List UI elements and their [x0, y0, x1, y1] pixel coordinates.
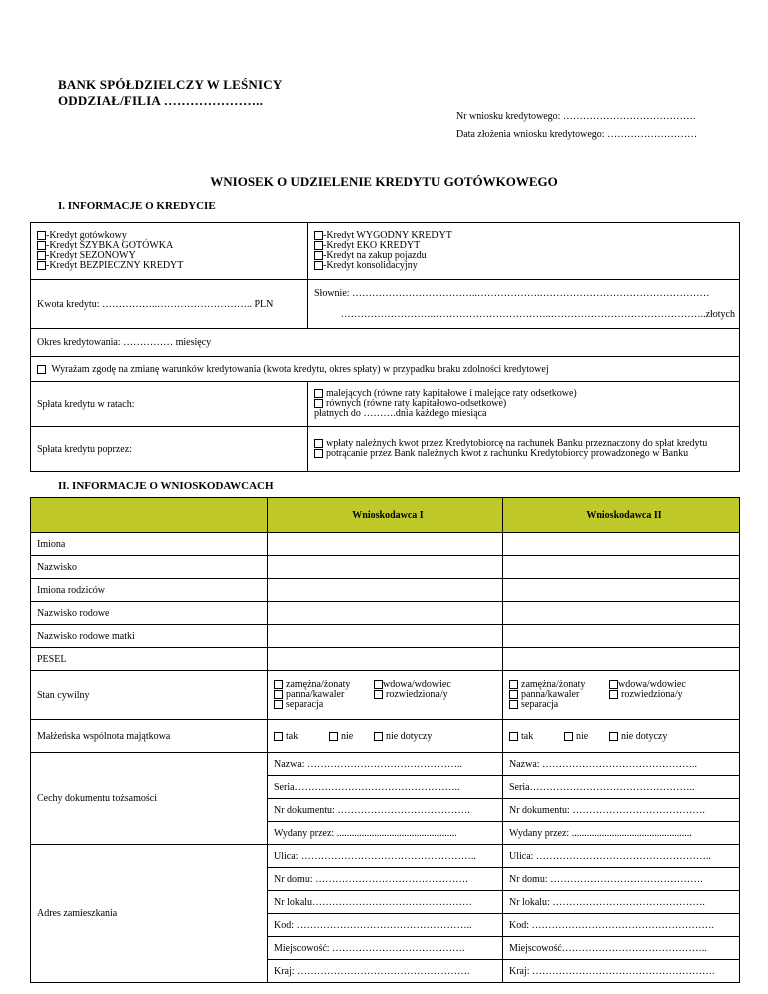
marital-label: rozwiedziona/y — [386, 689, 448, 700]
marital-option[interactable] — [374, 690, 451, 700]
repay-debit-label: potrącanie przez Bank należnych kwot z rachunku Kredytobiorcy prowadzonego w Banku — [326, 448, 689, 459]
row-label: Małżeńska wspólnota majątkowa — [31, 720, 268, 753]
marital-checkbox[interactable] — [509, 690, 518, 699]
joint-option[interactable] — [609, 731, 689, 742]
joint-label: tak — [286, 730, 299, 742]
credit-type-label: -Kredyt na zakup pojazdu — [323, 250, 427, 261]
credit-type-label: -Kredyt WYGODNY KREDYT — [323, 230, 452, 241]
field-line[interactable]: Ulica: …………………………………………….. — [268, 845, 502, 868]
period-field[interactable] — [31, 329, 740, 357]
joint-label: nie dotyczy — [386, 730, 433, 742]
marital-label: separacja — [286, 699, 324, 710]
marital-label: panna/kawaler — [521, 689, 580, 700]
field-line[interactable]: Nazwa: ……………………………………….. — [268, 753, 502, 776]
field-line[interactable]: Nr lokalu………………………………………… — [268, 891, 502, 914]
installments-equal-label: równych (równe raty kapitałowo-odsetkowe) — [326, 398, 507, 409]
joint-label: tak — [521, 730, 534, 742]
row-label: Stan cywilny — [31, 671, 268, 720]
marital-checkbox[interactable] — [509, 680, 518, 689]
consent-text: Wyrażam zgodę na zmianę warunków kredytowania (kwota kredytu, okres spłaty) w przypadku braku zdolności kredytowej — [51, 363, 549, 375]
installments-due[interactable]: płatnych do ……….dnia każdego miesiąca — [314, 408, 487, 419]
form-title: WNIOSEK O UDZIELENIE KREDYTU GOTÓWKOWEGO — [210, 174, 558, 189]
applicant-2-field[interactable] — [503, 533, 740, 556]
field-line[interactable]: Nazwa: ……………………………………….. — [503, 753, 739, 776]
joint-option[interactable] — [274, 731, 329, 742]
credit-type-checkbox[interactable] — [37, 251, 46, 260]
application-date[interactable]: Data złożenia wniosku kredytowego: ……………………… — [456, 129, 698, 140]
applicant-1-joint — [268, 720, 503, 753]
marital-checkbox[interactable] — [374, 680, 383, 689]
field-line[interactable]: Nr dokumentu: …………………………………. — [503, 799, 739, 822]
row-label: Imiona rodziców — [31, 579, 268, 602]
credit-type-label: -Kredyt BEZPIECZNY KREDYT — [46, 260, 184, 271]
joint-checkbox[interactable] — [509, 732, 518, 741]
marital-checkbox[interactable] — [274, 700, 283, 709]
words-field[interactable]: Słownie: ………………………………..……………….…………………………………………… — [314, 288, 710, 299]
applicant-2-id — [503, 753, 740, 845]
applicant-2-joint — [503, 720, 740, 753]
installments-label: Spłata kredytu w ratach: — [37, 398, 135, 410]
joint-label: nie dotyczy — [621, 730, 668, 742]
row-label: Cechy dokumentu tożsamości — [31, 753, 268, 845]
applicant-1-id — [268, 753, 503, 845]
field-line[interactable]: Wydany przez: ................................................ — [274, 827, 457, 839]
marital-label: panna/kawaler — [286, 689, 345, 700]
credit-type-label: -Kredyt SZYBKA GOTÓWKA — [46, 240, 174, 251]
row-label: Imiona — [31, 533, 268, 556]
period-label: Okres kredytowania: …………… miesięcy — [37, 337, 212, 348]
marital-label: rozwiedziona/y — [621, 689, 683, 700]
marital-option[interactable] — [509, 700, 609, 710]
bank-name: BANK SPÓŁDZIELCZY W LEŚNICY — [58, 77, 283, 92]
field-line[interactable]: Nr lokalu: ………………………………………. — [503, 891, 739, 914]
marital-label: wdowa/wdowiec — [383, 679, 451, 690]
applicant-2-field[interactable] — [503, 648, 740, 671]
marital-checkbox[interactable] — [509, 700, 518, 709]
applicant-1-address — [268, 845, 503, 983]
field-line[interactable]: Kraj: ……………………………………………. — [274, 965, 470, 977]
applicant-1-marital — [268, 671, 503, 720]
repay-transfer-label: wpłaty należnych kwot przez Kredytobiorcę na rachunek Banku przeznaczony do spłat kredytu — [326, 438, 708, 449]
field-line[interactable]: Nr domu: ………………………………………. — [268, 868, 502, 891]
applicant-1-field[interactable] — [268, 648, 503, 671]
row-label: Nazwisko rodowe — [31, 602, 268, 625]
application-number[interactable]: Nr wniosku kredytowego: …………………………………. — [456, 111, 696, 122]
field-line[interactable]: Seria………………………………………….. — [268, 776, 502, 799]
credit-type-label: -Kredyt konsolidacyjny — [323, 260, 418, 271]
installments-decreasing-checkbox[interactable] — [314, 389, 323, 398]
joint-checkbox[interactable] — [374, 732, 383, 741]
credit-info-box — [30, 222, 740, 472]
field-line[interactable]: Nr dokumentu: …………………………………. — [268, 799, 502, 822]
marital-option[interactable] — [274, 700, 374, 710]
field-line[interactable]: Kod: ………………………………………………. — [503, 914, 739, 937]
joint-option[interactable] — [509, 731, 564, 742]
applicant-2-field[interactable] — [503, 579, 740, 602]
credit-type-label: -Kredyt gotówkowy — [46, 230, 127, 241]
field-line[interactable]: Kraj: ………………………………………………. — [509, 965, 715, 977]
field-line[interactable]: Seria………………………………………….. — [503, 776, 739, 799]
marital-checkbox[interactable] — [609, 680, 618, 689]
row-label: Adres zamieszkania — [31, 845, 268, 983]
joint-label: nie — [576, 730, 589, 742]
joint-checkbox[interactable] — [564, 732, 573, 741]
credit-type-checkbox[interactable] — [37, 231, 46, 240]
applicant-1-field[interactable] — [268, 533, 503, 556]
joint-option[interactable] — [329, 731, 374, 742]
words-field-line2[interactable]: ………………………..……………………………..………………………………………..złotych — [340, 309, 735, 320]
field-line[interactable]: Miejscowość: …………………………………. — [268, 937, 502, 960]
row-label: Nazwisko rodowe matki — [31, 625, 268, 648]
credit-type-checkbox[interactable] — [37, 261, 46, 270]
field-line[interactable]: Ulica: …………………………………………….. — [503, 845, 739, 868]
marital-label: wdowa/wdowiec — [618, 679, 686, 690]
credit-type-checkbox[interactable] — [314, 231, 323, 240]
joint-checkbox[interactable] — [609, 732, 618, 741]
applicant-2-field[interactable] — [503, 625, 740, 648]
joint-option[interactable] — [564, 731, 609, 742]
amount-label: Kwota kredytu: ……………..……………………….. PLN — [37, 298, 274, 310]
marital-checkbox[interactable] — [274, 690, 283, 699]
credit-type-checkbox[interactable] — [314, 261, 323, 270]
credit-type-option[interactable] — [37, 261, 307, 271]
branch-line: ODDZIAŁ/FILIA ………………….. — [58, 93, 264, 108]
credit-type-checkbox[interactable] — [314, 251, 323, 260]
applicant-1-header: Wnioskodawca I — [268, 498, 503, 533]
section-2-heading: II. INFORMACJE O WNIOSKODAWCACH — [58, 480, 274, 492]
installments-equal-checkbox[interactable] — [314, 399, 323, 408]
applicant-1-field[interactable] — [268, 579, 503, 602]
marital-option[interactable] — [609, 690, 686, 700]
field-line[interactable]: Wydany przez: ................................................ — [509, 827, 692, 839]
applicant-1-field[interactable] — [268, 556, 503, 579]
credit-type-option[interactable] — [314, 261, 739, 271]
applicant-2-header: Wnioskodawca II — [503, 498, 740, 533]
section-1-heading: I. INFORMACJE O KREDYCIE — [58, 200, 216, 212]
repay-transfer-checkbox[interactable] — [314, 439, 323, 448]
joint-checkbox[interactable] — [329, 732, 338, 741]
joint-checkbox[interactable] — [274, 732, 283, 741]
marital-checkbox[interactable] — [374, 690, 383, 699]
field-line[interactable]: Kod: …………………………………………….. — [268, 914, 502, 937]
applicant-2-marital — [503, 671, 740, 720]
joint-label: nie — [341, 730, 354, 742]
field-line[interactable]: Nr domu: ………………………………………. — [503, 868, 739, 891]
credit-type-label: -Kredyt SEZONOWY — [46, 250, 136, 261]
applicant-1-field[interactable] — [268, 625, 503, 648]
repay-label: Spłata kredytu poprzez: — [37, 443, 132, 455]
marital-checkbox[interactable] — [274, 680, 283, 689]
row-label: PESEL — [31, 648, 268, 671]
credit-type-checkbox[interactable] — [37, 241, 46, 250]
credit-type-checkbox[interactable] — [314, 241, 323, 250]
installments-decreasing-label: malejących (równe raty kapitałowe i malejące raty odsetkowe) — [326, 388, 577, 399]
marital-label: zamężna/żonaty — [521, 679, 586, 690]
joint-option[interactable] — [374, 731, 454, 742]
repay-debit-checkbox[interactable] — [314, 449, 323, 458]
applicant-2-field[interactable] — [503, 602, 740, 625]
applicants-table — [30, 497, 740, 983]
amount-field[interactable] — [31, 280, 308, 329]
row-label: Nazwisko — [31, 556, 268, 579]
credit-type-label: -Kredyt EKO KREDYT — [323, 240, 421, 251]
marital-checkbox[interactable] — [609, 690, 618, 699]
applicant-2-address — [503, 845, 740, 983]
applicant-1-field[interactable] — [268, 602, 503, 625]
marital-label: zamężna/żonaty — [286, 679, 351, 690]
marital-label: separacja — [521, 699, 559, 710]
field-line[interactable]: Miejscowość…………………………………….. — [503, 937, 739, 960]
consent-checkbox[interactable] — [37, 365, 46, 374]
applicant-2-field[interactable] — [503, 556, 740, 579]
